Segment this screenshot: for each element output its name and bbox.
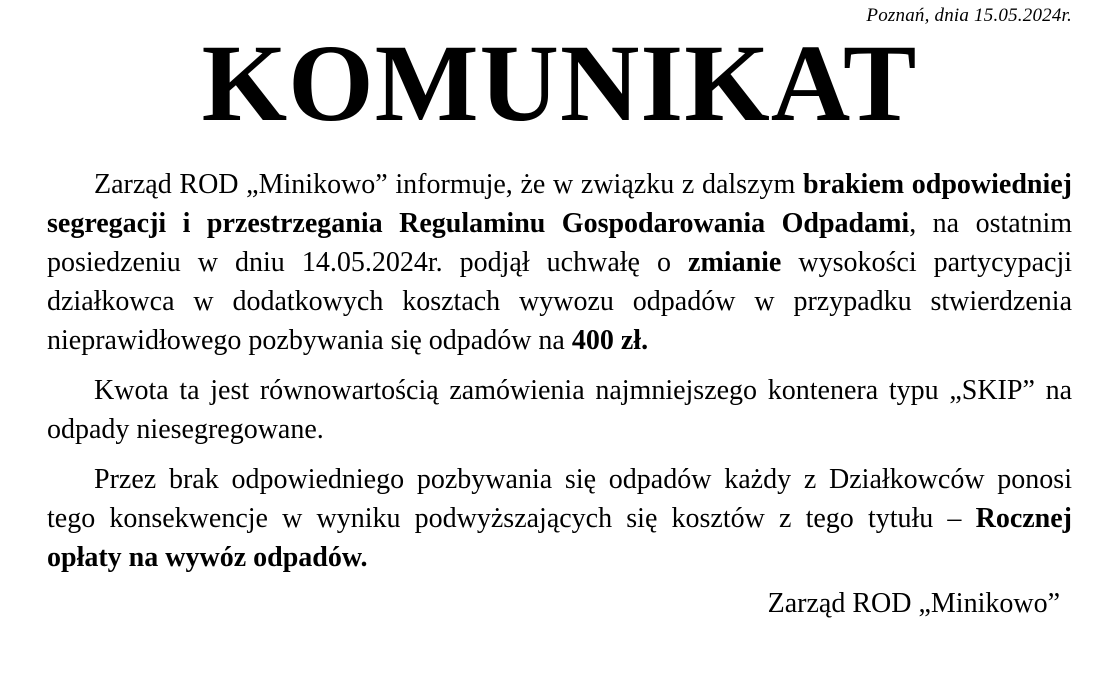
paragraph-text: Zarząd ROD „Minikowo” informuje, że w związku z dalszym — [94, 169, 803, 200]
emphasis-text: Rocznej opłaty na wywóz odpadów. — [47, 503, 1072, 573]
emphasis-text: brakiem odpowiedniej segregacji i przestrzegania Regulaminu Gospodarowania Odpadami — [47, 169, 1072, 239]
announcement-page — [47, 0, 1072, 673]
fee-amount: 400 zł. — [571, 325, 649, 356]
emphasis-text: zmianie — [688, 247, 782, 278]
date-line: Poznań, dnia 15.05.2024r. — [866, 5, 1072, 26]
paragraph-text: Przez brak odpowiedniego pozbywania się odpadów każdy z Działkowców ponosi tego konsekwencje w wyniku podwyższających się kosztów z tego tytułu – — [47, 464, 1072, 534]
paragraph-amount-explanation — [47, 371, 1072, 449]
paragraph-decision — [47, 165, 1072, 360]
paragraph-text: wysokości partycypacji działkowca w dodatkowych kosztach wywozu odpadów w przypadku stwierdzenia nieprawidłowego pozbywania się odpadów na — [47, 247, 1073, 356]
signature: Zarząd ROD „Minikowo” — [767, 588, 1060, 619]
announcement-body — [47, 165, 1072, 623]
paragraph-text: Kwota ta jest równowartością zamówienia najmniejszego kontenera typu „SKIP” na odpady niesegregowane. — [47, 375, 1072, 445]
paragraph-consequences — [47, 460, 1072, 577]
paragraph-text: , na ostatnim posiedzeniu w dniu 14.05.2024r. podjął uchwałę o — [47, 208, 1073, 278]
page-title: KOMUNIKAT — [201, 22, 918, 144]
